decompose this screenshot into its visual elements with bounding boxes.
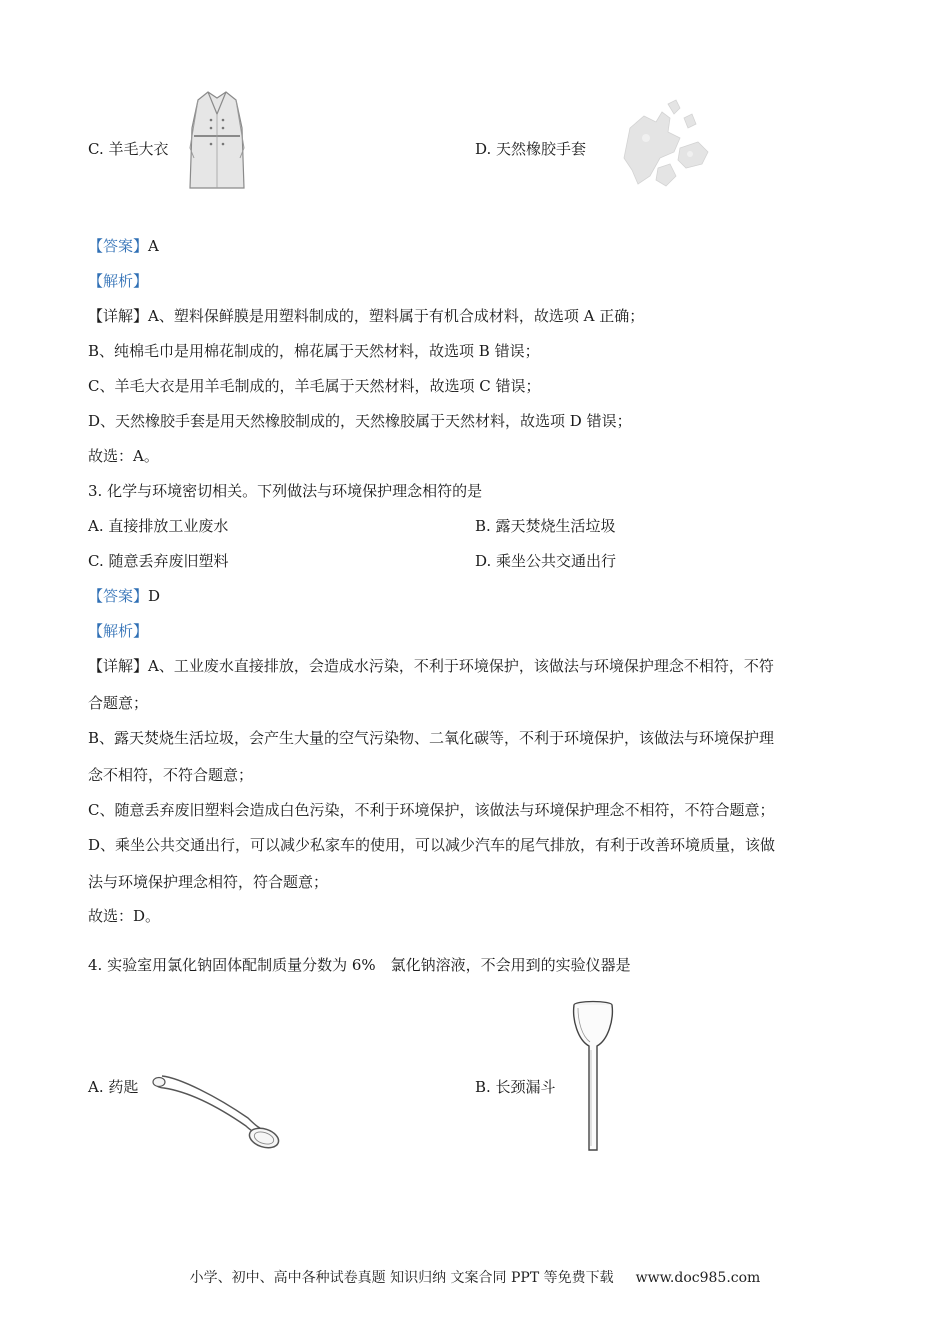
q3-analysis-tag: 【解析】 xyxy=(88,622,149,640)
long-neck-funnel-image xyxy=(568,1000,618,1152)
q3-option-d: D. 乘坐公共交通出行 xyxy=(475,552,617,570)
q3-detail-line-7: 法与环境保护理念相符，符合题意； xyxy=(88,873,329,891)
q2-analysis-tag: 【解析】 xyxy=(88,272,149,290)
page-footer xyxy=(0,1268,950,1288)
q3-option-b: B. 露天焚烧生活垃圾 xyxy=(475,517,616,535)
q3-option-c: C. 随意丢弃废旧塑料 xyxy=(88,552,229,570)
detail-tag: 【详解】 xyxy=(88,657,149,675)
footer-site-link[interactable]: www.doc985.com xyxy=(635,1270,761,1286)
q3-detail-line-5: C、随意丢弃废旧塑料会造成白色污染，不利于环境保护，该做法与环境保护理念不相符，不符合题意； xyxy=(88,801,775,819)
q3-detail-line-3: B、露天焚烧生活垃圾，会产生大量的空气污染物、二氧化碳等，不利于环境保护，该做法与环境保护理 xyxy=(88,729,775,747)
q3-stem: 3. 化学与环境密切相关。下列做法与环境保护理念相符的是 xyxy=(88,482,483,500)
q2-detail-line-3: C、羊毛大衣是用羊毛制成的，羊毛属于天然材料，故选项 C 错误； xyxy=(88,377,541,395)
q4-option-b: B. 长颈漏斗 xyxy=(475,1078,556,1096)
q3-detail-line-6: D、乘坐公共交通出行，可以减少私家车的使用，可以减少汽车的尾气排放，有利于改善环境质量，该做 xyxy=(88,836,776,854)
answer-tag: 【答案】 xyxy=(88,237,149,255)
q2-conclusion: 故选：A。 xyxy=(88,447,159,465)
q3-detail-line-2: 合题意； xyxy=(88,694,149,712)
detail-tag: 【详解】 xyxy=(88,307,149,325)
medicine-spoon-image xyxy=(150,1072,284,1152)
q3-conclusion: 故选：D。 xyxy=(88,907,161,925)
q3-detail-line-1 xyxy=(88,656,774,676)
detail-text: A、工业废水直接排放，会造成水污染，不利于环境保护，该做法与环境保护理念不相符，不符 xyxy=(148,657,774,675)
footer-text: 小学、初中、高中各种试卷真题 知识归纳 文案合同 PPT 等免费下载 xyxy=(189,1270,614,1286)
wool-coat-image xyxy=(186,88,248,192)
rubber-glove-image xyxy=(610,98,718,194)
detail-text: A、塑料保鲜膜是用塑料制成的，塑料属于有机合成材料，故选项 A 正确； xyxy=(148,307,645,325)
q4-option-a: A. 药匙 xyxy=(88,1078,139,1096)
q2-detail-line-2: B、纯棉毛巾是用棉花制成的，棉花属于天然材料，故选项 B 错误； xyxy=(88,342,540,360)
q2-detail-line-4: D、天然橡胶手套是用天然橡胶制成的，天然橡胶属于天然材料，故选项 D 错误； xyxy=(88,412,632,430)
q3-answer xyxy=(88,586,160,606)
q2-detail-line-1 xyxy=(88,306,644,326)
q2-option-d: D. 天然橡胶手套 xyxy=(475,140,587,158)
answer-value: A xyxy=(148,237,159,255)
answer-value: D xyxy=(148,587,161,605)
q2-option-c: C. 羊毛大衣 xyxy=(88,140,169,158)
q3-detail-line-4: 念不相符，不符合题意； xyxy=(88,766,254,784)
q4-stem: 4. 实验室用氯化钠固体配制质量分数为 6% 氯化钠溶液，不会用到的实验仪器是 xyxy=(88,956,631,974)
q3-option-a: A. 直接排放工业废水 xyxy=(88,517,229,535)
answer-tag: 【答案】 xyxy=(88,587,149,605)
q2-answer xyxy=(88,236,159,256)
